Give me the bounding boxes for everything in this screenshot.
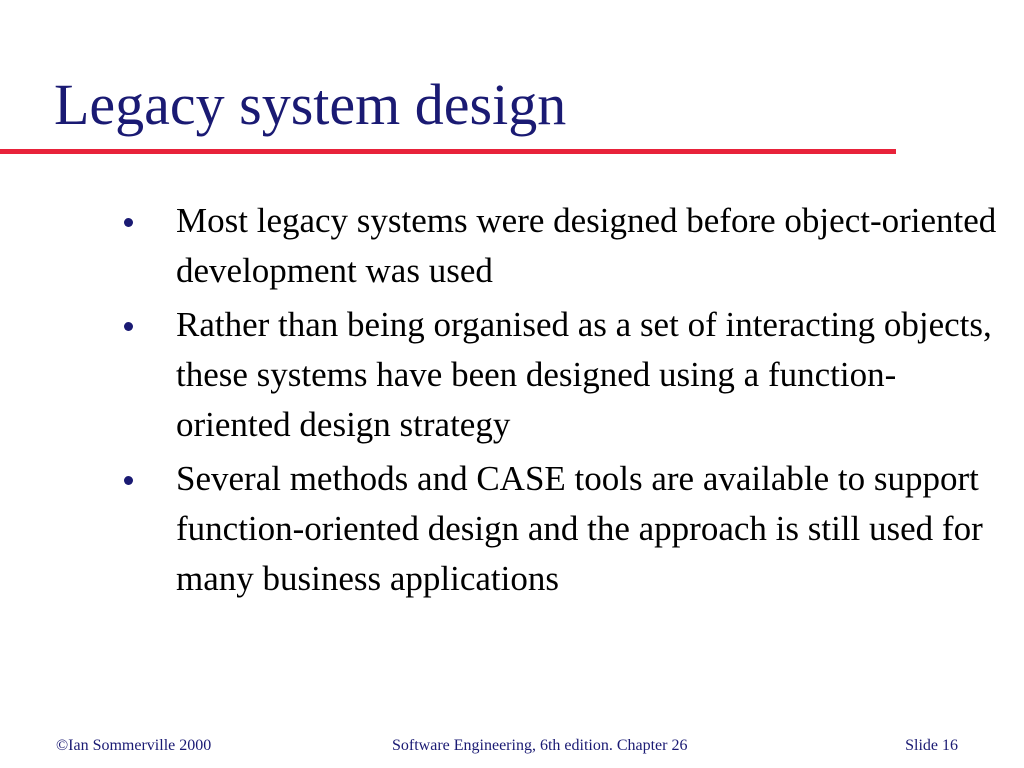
bullet-dot-icon [124, 322, 133, 331]
title-underline [0, 149, 896, 154]
bullet-list [120, 196, 1000, 608]
bullet-text: Several methods and CASE tools are available to support function-oriented design and the approach is still used for many business applications [176, 459, 983, 598]
bullet-item [120, 300, 1000, 450]
slide-title: Legacy system design [54, 72, 567, 137]
bullet-dot-icon [124, 476, 133, 485]
bullet-dot-icon [124, 218, 133, 227]
bullet-item [120, 454, 1000, 604]
bullet-text: Most legacy systems were designed before object-oriented development was used [176, 201, 997, 290]
bullet-item [120, 196, 1000, 296]
footer-book-title: Software Engineering, 6th edition. Chapter 26 [392, 737, 688, 754]
bullet-text: Rather than being organised as a set of interacting objects, these systems have been designed using a function-oriented design strategy [176, 305, 992, 444]
footer-slide-number: Slide 16 [905, 737, 958, 754]
footer-copyright: ©Ian Sommerville 2000 [56, 737, 212, 754]
